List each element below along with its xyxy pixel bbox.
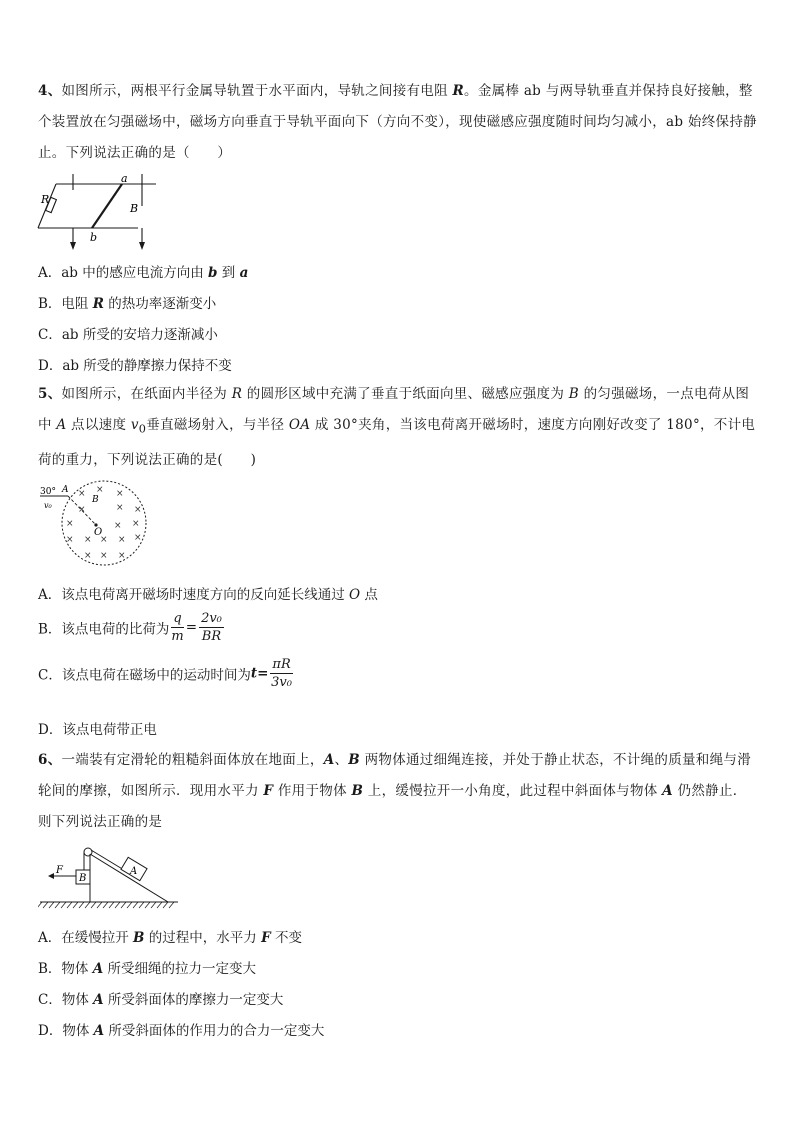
field-cross-icon: × — [114, 521, 122, 531]
field-cross-icon: × — [134, 505, 142, 515]
q4-number: 4、 — [38, 83, 62, 99]
q5-fig-label-v0: v₀ — [44, 501, 52, 510]
ground-hatch-line — [73, 902, 78, 908]
field-cross-icon: × — [84, 551, 92, 561]
q5-number: 5、 — [38, 386, 62, 402]
ground-hatch-line — [133, 902, 138, 908]
q4-option-c: C．ab 所受的安培力逐渐减小 — [38, 327, 218, 343]
q6-fig-label-F: F — [56, 865, 63, 876]
q5-fig-label-O: O — [94, 527, 103, 538]
ground-hatch-line — [67, 902, 72, 908]
field-cross-icon: × — [132, 519, 140, 529]
q6-option-d: D．物体 A 所受斜面体的作用力的合力一定变大 — [38, 1023, 325, 1039]
field-cross-icon: × — [96, 485, 104, 495]
q6-option-a: A．在缓慢拉开 B 的过程中，水平力 F 不变 — [38, 930, 302, 946]
field-cross-icon: × — [134, 533, 142, 543]
ground-hatch-line — [103, 902, 108, 908]
q5-fig-label-B: B — [92, 495, 99, 505]
q5-option-b: B．该点电荷的比荷为 $\frac{q}{m}$ = $\frac{\text{2v₀}}{BR}$ — [38, 611, 222, 644]
q6-stem: 6、一端装有定滑轮的粗糙斜面体放在地面上，A、B 两物体通过细绳连接，并处于静止状态，不计绳的质量和绳与滑轮间的摩擦，如图所示．现用水平力 F 作用于物体 B 上，缓慢拉开一小角度，此过程中斜面体与物体 A 仍然静止．则下列说法正确的是 — [38, 752, 752, 830]
q5-fig-label-A: A — [62, 485, 69, 495]
ground-hatch-line — [163, 902, 168, 908]
ground-hatch-line — [85, 902, 90, 908]
field-cross-icon: × — [116, 503, 124, 513]
field-cross-icon: × — [66, 535, 74, 545]
ground-hatch-line — [139, 902, 144, 908]
q6-fig-label-B: B — [79, 873, 87, 884]
field-cross-icon: × — [78, 489, 86, 499]
q4-option-b: B．电阻 R 的热功率逐渐变小 — [38, 296, 217, 312]
q4-stem: 4、如图所示，两根平行金属导轨置于水平面内，导轨之间接有电阻 R。金属棒 ab 与两导轨垂直并保持良好接触，整个装置放在匀强磁场中，磁场方向垂直于导轨平面向下（方向不变），现使磁感应强度随时间均匀减小，ab 始终保持静止。下列说法正确的是（ ） — [38, 83, 757, 161]
ground-hatch-line — [127, 902, 132, 908]
field-cross-icon: × — [116, 489, 124, 499]
q4-fig-label-b: b — [90, 231, 98, 244]
ground-hatch-line — [91, 902, 96, 908]
ground-hatch-line — [157, 902, 162, 908]
q4-fig-label-B: B — [130, 202, 139, 215]
ground-hatch-line — [43, 902, 48, 908]
q5-option-a: A．该点电荷离开磁场时速度方向的反向延长线通过 O 点 — [38, 587, 378, 603]
field-cross-icon: × — [84, 535, 92, 545]
ground-hatch-line — [115, 902, 120, 908]
q6-figure — [38, 840, 178, 910]
q4-fig-label-a: a — [121, 172, 128, 185]
q6-option-b: B．物体 A 所受细绳的拉力一定变大 — [38, 961, 256, 977]
ground-hatch-line — [169, 902, 174, 908]
ground-hatch-line — [151, 902, 156, 908]
field-cross-icon: × — [100, 535, 108, 545]
ground-hatch-line — [79, 902, 84, 908]
q6-fig-label-A: A — [130, 866, 138, 877]
ground-hatch-line — [49, 902, 54, 908]
q4-figure — [36, 170, 156, 252]
q4-option-a: A．ab 中的感应电流方向由 b 到 a — [38, 265, 249, 281]
ground-hatch-line — [97, 902, 102, 908]
field-cross-icon: × — [118, 551, 126, 561]
q6-option-c: C．物体 A 所受斜面体的摩擦力一定变大 — [38, 992, 284, 1008]
ground-hatch-line — [145, 902, 150, 908]
field-cross-icon: × — [100, 551, 108, 561]
q5-fig-angle: 30° — [40, 487, 56, 497]
ground-hatch-line — [109, 902, 114, 908]
q5-figure — [38, 478, 158, 568]
q5-option-d: D．该点电荷带正电 — [38, 722, 157, 738]
field-cross-icon: × — [118, 535, 126, 545]
q4-fig-label-R: R — [41, 193, 50, 206]
q5-option-c: C．该点电荷在磁场中的运动时间为t= $\frac{\pi R}{\text{3v₀}}$ — [38, 657, 292, 690]
ground-hatch-line — [55, 902, 60, 908]
q6-number: 6、 — [38, 752, 62, 768]
field-cross-icon: × — [66, 519, 74, 529]
field-cross-icon: × — [78, 505, 86, 515]
ground-hatch-line — [121, 902, 126, 908]
q5-stem: 5、如图所示，在纸面内半径为 R 的圆形区域中充满了垂直于纸面向里、磁感应强度为 B 的匀强磁场，一点电荷从图中 A 点以速度 $v_0$垂直磁场射入，与半径 OA 成 30°夹角，当该电荷离开磁场时，速度方向刚好改变了 180°，不计电荷的重力，下列说法正确的是( ) — [38, 386, 756, 468]
ground-hatch-line — [61, 902, 66, 908]
q4-option-d: D．ab 所受的静摩擦力保持不变 — [38, 358, 232, 374]
ground-hatch-line — [38, 902, 42, 908]
